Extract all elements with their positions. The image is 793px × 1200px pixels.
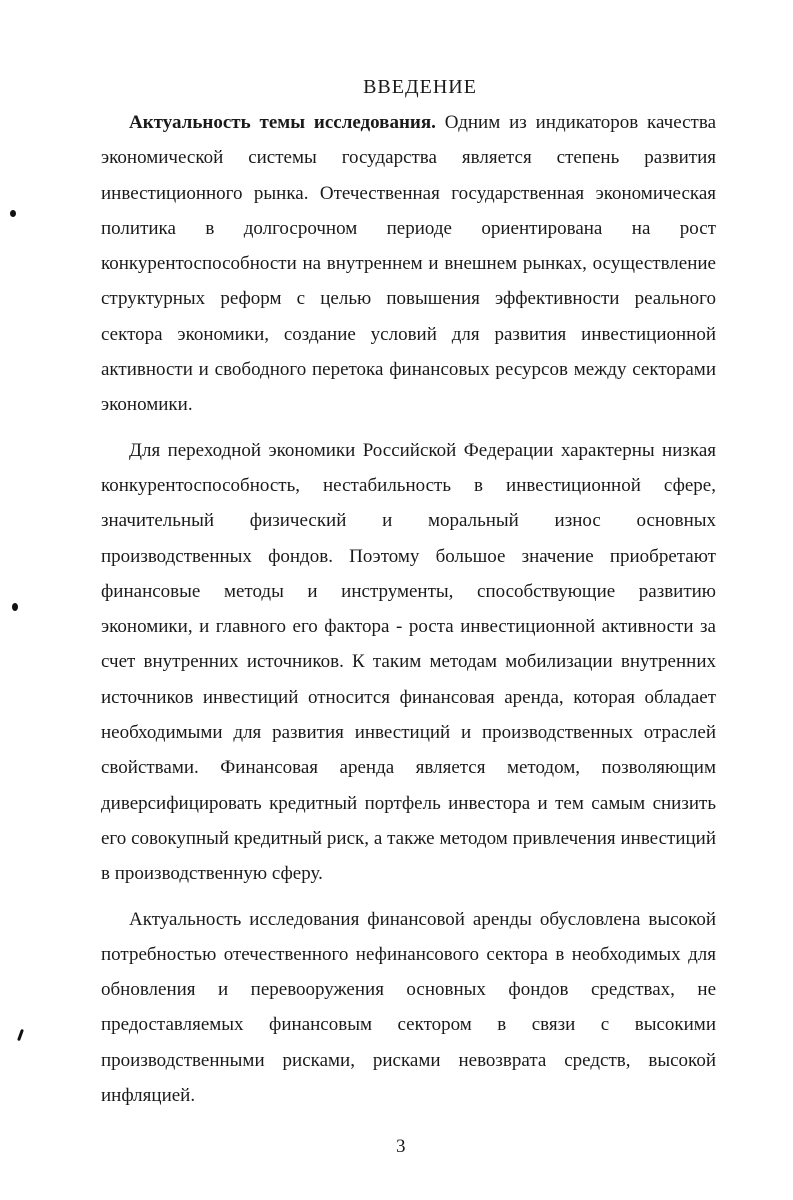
scan-speck	[10, 210, 16, 217]
paragraph-2	[101, 433, 716, 892]
body-text	[101, 105, 716, 1123]
paragraph-text: Для переходной экономики Российской Федерации характерны низкая конкурентоспособность, нестабильность в инвестиционной сфере, значительный физический и моральный износ основных производственных фондов. Поэтому большое значение приобретают финансовые методы и инструменты, способствующие развитию экономики, и главного его фактора - роста инвестиционной активности за счет внутренних источников. К таким методам мобилизации внутренних источников инвестиций относится финансовая аренда, которая обладает необходимыми для развития инвестиций и производственных отраслей свойствами. Финансовая аренда является методом, позволяющим диверсифицировать кредитный портфель инвестора и тем самым снизить его совокупный кредитный риск, а также методом привлечения инвестиций в производственную сферу.	[101, 439, 716, 885]
paragraph-text: Одним из индикаторов качества экономической системы государства является степень развития инвестиционного рынка. Отечественная государственная экономическая политика в долгосрочном периоде ориентирована на рост конкурентоспособности на внутреннем и внешнем рынках, осуществление структурных реформ с целью повышения эффективности реального сектора экономики, создание условий для развития инвестиционной активности и свободного перетока финансовых ресурсов между секторами экономики.	[101, 112, 717, 416]
page-number: 3	[396, 1136, 406, 1157]
paragraph-1	[101, 105, 716, 423]
paragraph-text: Актуальность исследования финансовой аренды обусловлена высокой потребностью отечественного нефинансового сектора в необходимых для обновления и перевооружения основных фондов средствах, не предоставляемых финансовым сектором в связи с высокими производственными рисками, рисками невозврата средств, высокой инфляцией.	[101, 908, 716, 1107]
scan-speck	[12, 603, 18, 611]
page-title: ВВЕДЕНИЕ	[363, 76, 477, 98]
scan-speck	[17, 1029, 24, 1041]
paragraph-lead: Актуальность темы исследования.	[129, 112, 436, 133]
paragraph-3	[101, 902, 716, 1114]
